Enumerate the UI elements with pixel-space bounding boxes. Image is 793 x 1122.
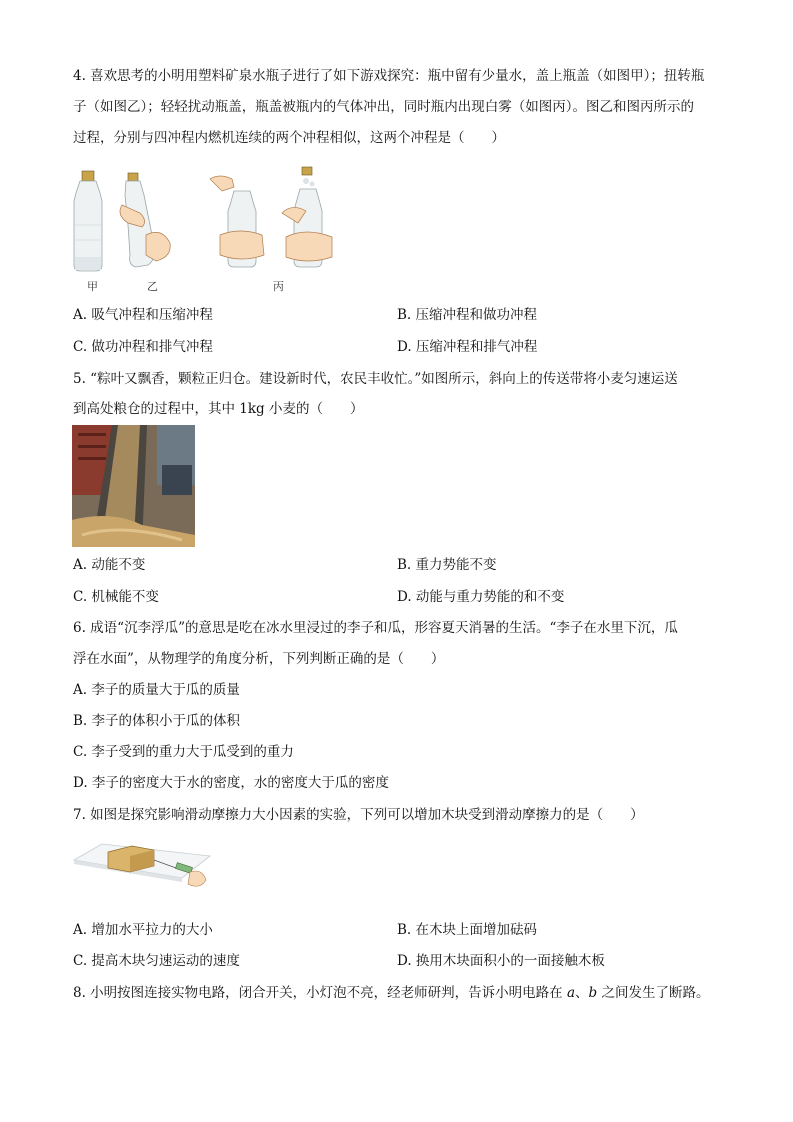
q4-option-b: B. 压缩冲程和做功冲程	[397, 307, 538, 323]
q6-option-b: B. 李子的体积小于瓜的体积	[73, 713, 241, 729]
grain-conveyor-photo	[72, 425, 195, 547]
q4-stem-line-2: 子（如图乙）；轻轻扰动瓶盖，瓶盖被瓶内的气体冲出，同时瓶内出现白雾（如图丙）。图乙和图丙所示的	[73, 99, 694, 115]
q4-option-d: D. 压缩冲程和排气冲程	[397, 339, 538, 355]
q6-stem-line-1: 6. 成语“沉李浮瓜”的意思是吃在冰水里浸过的李子和瓜，形容夏天消暑的生活。“李子在水里下沉，瓜	[73, 620, 678, 636]
q5-option-a: A. 动能不变	[73, 557, 146, 573]
bottle-experiment-figure	[70, 165, 350, 290]
bottle-yi-image	[120, 173, 170, 267]
q7-option-c: C. 提高木块匀速运动的速度	[73, 953, 240, 969]
bottle-bing-image-2	[282, 167, 332, 267]
q8-point-a: a	[566, 985, 576, 1001]
figure-label-yi: 乙	[147, 280, 158, 293]
q6-option-c: C. 李子受到的重力大于瓜受到的重力	[73, 744, 294, 760]
q8-stem-suffix: 之间发生了断路。	[597, 985, 710, 1001]
q4-option-a: A. 吸气冲程和压缩冲程	[73, 307, 213, 323]
q4-stem-line-3: 过程，分别与四冲程内燃机连续的两个冲程相似，这两个冲程是（ ）	[73, 130, 505, 146]
q7-stem-line-1: 7. 如图是探究影响滑动摩擦力大小因素的实验，下列可以增加木块受到滑动摩擦力的是（ ）	[73, 807, 644, 823]
bottle-jia-image	[74, 171, 102, 271]
q5-option-d: D. 动能与重力势能的和不变	[397, 589, 565, 605]
q8-stem-prefix: 8. 小明按图连接实物电路，闭合开关，小灯泡不亮，经老师研判，告诉小明电路在	[73, 985, 567, 1001]
q4-stem-line-1: 4. 喜欢思考的小明用塑料矿泉水瓶子进行了如下游戏探究：瓶中留有少量水，盖上瓶盖（如图甲）；扭转瓶	[73, 68, 705, 84]
q4-option-c: C. 做功冲程和排气冲程	[73, 339, 213, 355]
figure-label-jia: 甲	[87, 280, 98, 293]
q5-stem-line-1: 5. “粽叶又飘香，颗粒正归仓。建设新时代，农民丰收忙。”如图所示，斜向上的传送带将小麦匀速运送	[73, 371, 678, 387]
q7-option-a: A. 增加水平拉力的大小	[73, 922, 213, 938]
q8-stem-line-1	[73, 983, 709, 1003]
q6-option-a: A. 李子的质量大于瓜的质量	[73, 682, 240, 698]
q6-stem-line-2: 浮在水面”，从物理学的角度分析，下列判断正确的是（ ）	[73, 651, 445, 667]
q5-option-b: B. 重力势能不变	[397, 557, 497, 573]
q8-separator: 、	[575, 985, 589, 1001]
bottle-bing-image-1	[210, 176, 264, 267]
q8-point-b: b	[588, 985, 598, 1001]
friction-experiment-figure	[72, 838, 212, 900]
figure-label-bing: 丙	[273, 280, 284, 293]
q6-option-d: D. 李子的密度大于水的密度，水的密度大于瓜的密度	[73, 775, 389, 791]
q7-option-d: D. 换用木块面积小的一面接触木板	[397, 953, 605, 969]
q5-stem-line-2: 到高处粮仓的过程中，其中 1kg 小麦的（ ）	[73, 401, 364, 417]
q7-option-b: B. 在木块上面增加砝码	[397, 922, 538, 938]
q5-option-c: C. 机械能不变	[73, 589, 159, 605]
